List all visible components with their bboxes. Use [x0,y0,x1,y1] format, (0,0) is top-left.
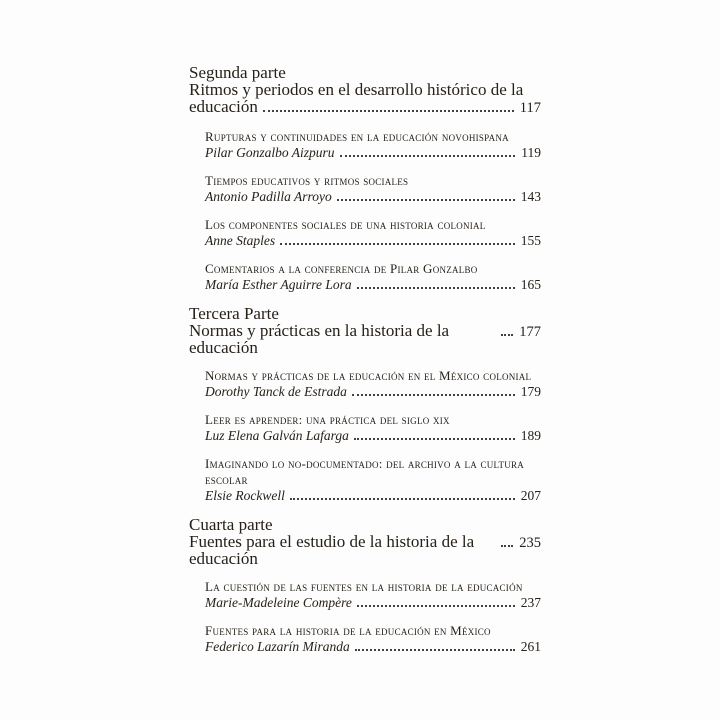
entry-title: Los componentes sociales de una historia colonial [205,217,486,232]
dot-leader [352,394,515,396]
entry-author: Anne Staples [205,233,276,248]
entry-author-line [205,277,541,293]
dot-leader [290,498,515,500]
part-entries [205,368,541,504]
page-number: 165 [520,277,541,292]
dot-leader [340,155,516,157]
entry-author-line [205,428,541,444]
entry-author-line [205,639,541,655]
dot-leader [501,334,513,336]
page-number: 207 [520,488,541,503]
part-title-line-2 [189,98,541,117]
entry-author: Elsie Rockwell [205,488,285,503]
toc-entry [205,579,541,611]
entry-title: Tiempos educativos y ritmos sociales [205,173,409,188]
dot-leader [263,110,514,112]
entry-author: Antonio Padilla Arroyo [205,189,332,204]
dot-leader [501,545,513,547]
dot-leader [337,199,515,201]
part-entries [205,579,541,655]
dot-leader [354,438,515,440]
toc-entry [205,623,541,655]
entry-title: Comentarios a la conferencia de Pilar Gonzalbo [205,261,478,276]
entry-author: Federico Lazarín Miranda [205,639,350,654]
page-number: 235 [519,535,541,551]
part-title-line [189,322,541,356]
part-label: Segunda parte [189,63,286,82]
entry-title-line-2: escolar [205,472,248,487]
part-title-line [189,533,541,567]
toc-entry [205,129,541,161]
entry-author-line [205,233,541,249]
entry-author-line [205,488,541,504]
entry-title-line-1: Imaginando lo no-documentado: del archivo a la cultura [205,456,524,471]
part-entries [205,129,541,293]
part-title-line-1: Ritmos y periodos en el desarrollo histórico de la [189,80,524,99]
entry-author-line [205,595,541,611]
part-title: Fuentes para el estudio de la historia de la educación [189,532,475,568]
toc-entry [205,456,541,504]
page-number: 261 [520,639,541,654]
entry-title: Normas y prácticas de la educación en el México colonial [205,368,532,383]
part-title: Normas y prácticas en la historia de la educación [189,321,450,357]
entry-author: Luz Elena Galván Lafarga [205,428,349,443]
entry-author: Pilar Gonzalbo Aizpuru [205,145,335,160]
toc-entry [205,261,541,293]
dot-leader [357,605,515,607]
toc-entry [205,217,541,249]
dot-leader [355,649,515,651]
page-number: 179 [520,384,541,399]
dot-leader [280,243,515,245]
entry-author: Marie-Madeleine Compère [205,595,352,610]
entry-title: Leer es aprender: una práctica del siglo xix [205,412,450,427]
entry-author: María Esther Aguirre Lora [205,277,352,292]
page-number: 189 [520,428,541,443]
toc-entry [205,368,541,400]
toc-entry [205,173,541,205]
entry-title: Fuentes para la historia de la educación en México [205,623,491,638]
dot-leader [357,287,515,289]
entry-author-line [205,189,541,205]
page-number: 177 [519,324,541,340]
part-section-segunda [189,64,541,293]
entry-title: La cuestión de las fuentes en la historia de la educación [205,579,523,594]
page-number: 117 [519,100,541,116]
page-number: 237 [520,595,541,610]
page-number: 119 [521,145,541,160]
part-label: Tercera Parte [189,304,279,323]
toc-entry [205,412,541,444]
entry-author: Dorothy Tanck de Estrada [205,384,347,399]
entry-author-line [205,384,541,400]
entry-title: Rupturas y continuidades en la educación novohispana [205,129,509,144]
part-title-continuation: educación [189,97,258,116]
part-section-cuarta [189,516,541,655]
part-section-tercera [189,305,541,504]
part-label: Cuarta parte [189,515,273,534]
table-of-contents [189,64,541,655]
page-number: 143 [520,189,541,204]
entry-author-line [205,145,541,161]
page-number: 155 [520,233,541,248]
